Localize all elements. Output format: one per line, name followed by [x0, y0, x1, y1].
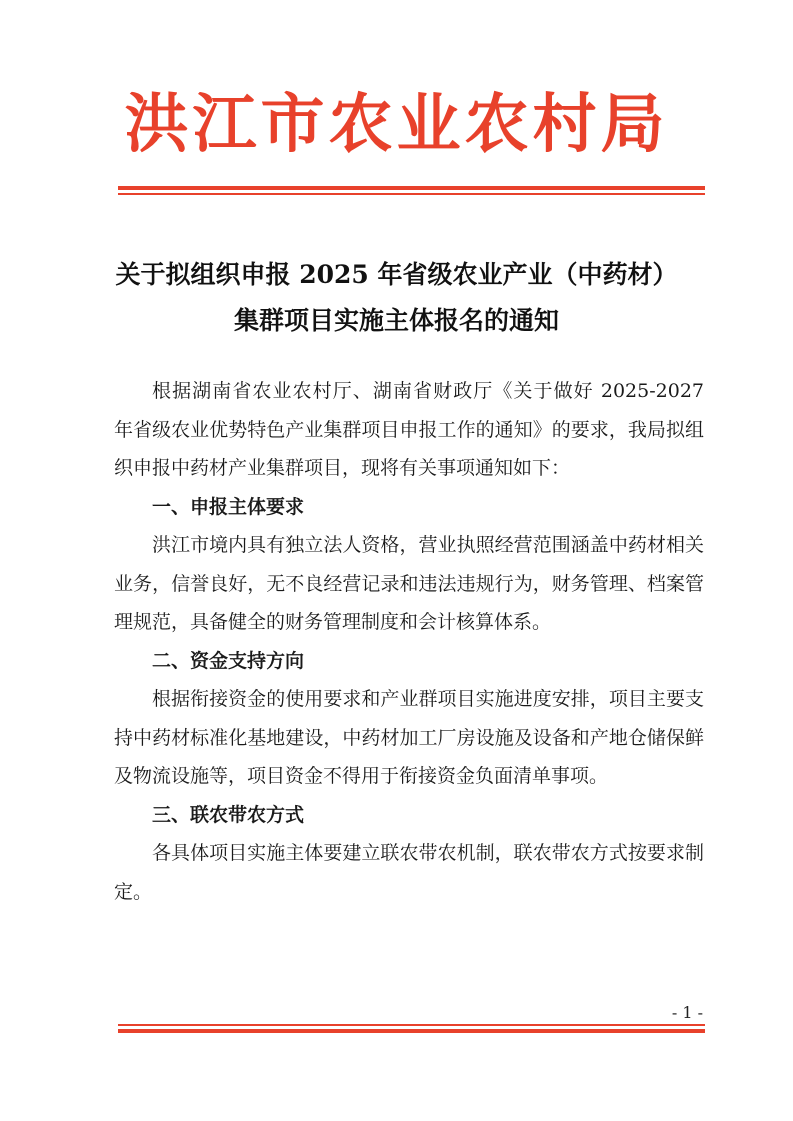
document-body — [114, 372, 704, 911]
footer-divider-thin — [118, 1024, 705, 1026]
document-title — [60, 252, 733, 344]
header-divider-thick — [118, 186, 705, 190]
document-title-line-1: 关于拟组织申报 2025 年省级农业产业（中药材） — [115, 260, 678, 289]
footer-divider-thick — [118, 1029, 705, 1033]
section-heading-2: 二、资金支持方向 — [152, 649, 305, 672]
organization-header: 洪江市农业农村局 — [124, 87, 669, 162]
section-text-2: 根据衔接资金的使用要求和产业群项目实施进度安排，项目主要支持中药材标准化基地建设，中药材加工厂房设施及设备和产地仓储保鲜及物流设施等，项目资金不得用于衔接资金负面清单事项。 — [114, 688, 704, 787]
header-divider-thin — [118, 193, 705, 195]
section-text-1: 洪江市境内具有独立法人资格，营业执照经营范围涵盖中药材相关业务，信誉良好，无不良经营记录和违法违规行为，财务管理、档案管理规范，具备健全的财务管理制度和会计核算体系。 — [114, 534, 704, 633]
section-heading-3: 三、联农带农方式 — [152, 803, 305, 826]
page-number: - 1 - — [671, 1003, 703, 1022]
section-text-3: 各具体项目实施主体要建立联农带农机制，联农带农方式按要求制定。 — [114, 842, 704, 903]
document-title-line-2: 集群项目实施主体报名的通知 — [233, 306, 559, 335]
intro-paragraph: 根据湖南省农业农村厅、湖南省财政厅《关于做好 2025-2027 年省级农业优势特色产业集群项目申报工作的通知》的要求，我局拟组织申报中药材产业集群项目，现将有关事项通知如下： — [114, 380, 704, 479]
section-heading-1: 一、申报主体要求 — [152, 495, 305, 518]
